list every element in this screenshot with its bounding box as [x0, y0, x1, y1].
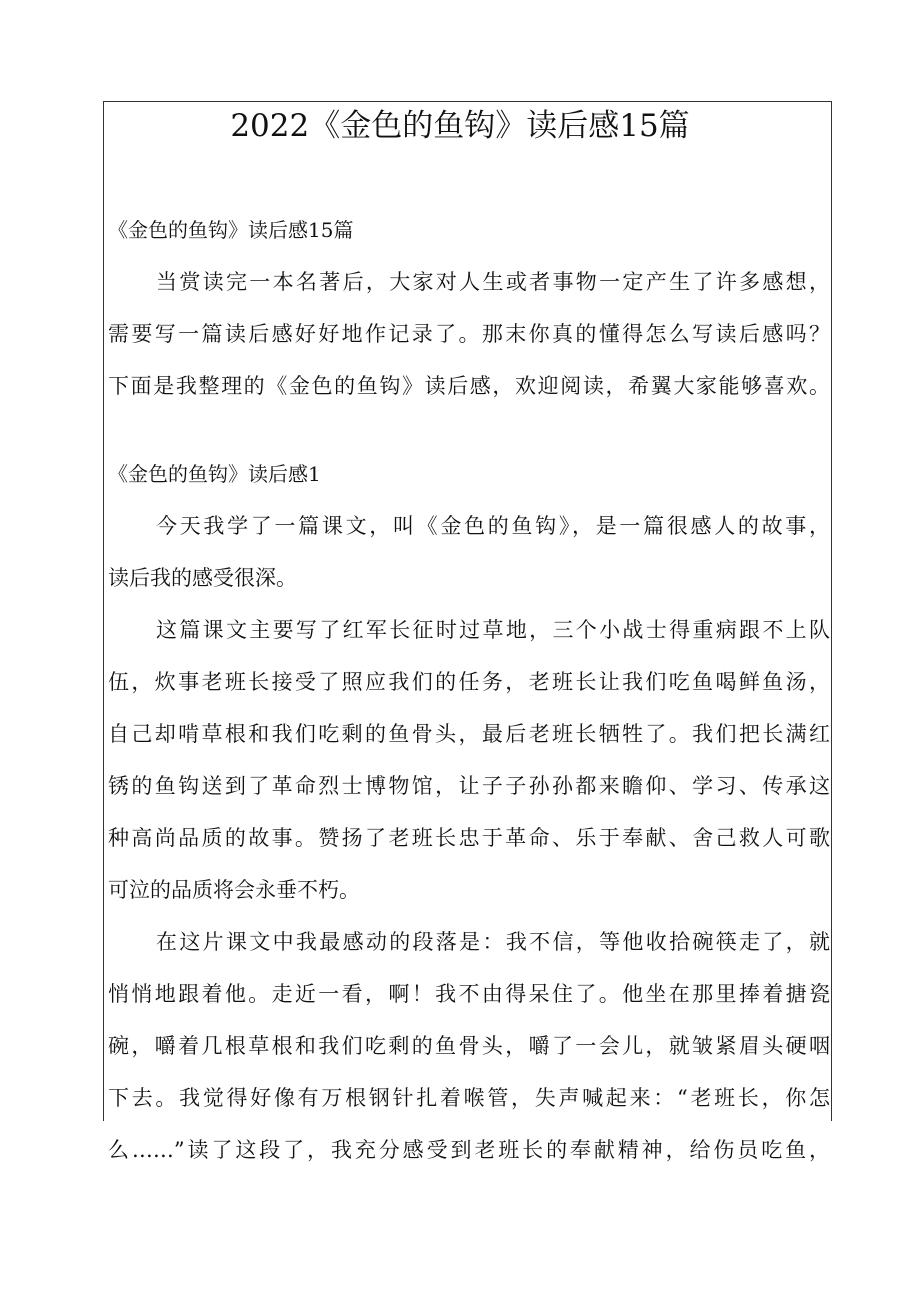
paragraph-line: 这篇课文主要写了红军长征时过草地，三个小战士得重病跟不上队 [156, 618, 830, 642]
paragraph-line: 悄悄地跟着他。走近一看，啊！我不由得呆住了。他坐在那里捧着搪瓷 [108, 982, 830, 1006]
intro-line: 当赏读完一本名著后，大家对人生或者事物一定产生了许多感想， [156, 270, 830, 294]
paragraph-line: 可泣的品质将会永垂不朽。 [108, 878, 360, 902]
paragraph-line: 自己却啃草根和我们吃剩的鱼骨头，最后老班长牺牲了。我们把长满红 [108, 722, 830, 746]
paragraph-line: 伍，炊事老班长接受了照应我们的任务，老班长让我们吃鱼喝鲜鱼汤， [108, 670, 830, 694]
section-gap [108, 412, 830, 448]
collection-heading: 《金色的鱼钩》读后感15篇 [108, 218, 354, 242]
essay-heading: 《金色的鱼钩》读后感1 [108, 462, 321, 486]
paragraph-line: 碗，嚼着几根草根和我们吃剩的鱼骨头，嚼了一会儿，就皱紧眉头硬咽 [108, 1034, 830, 1058]
paragraph-line: 读后我的感受很深。 [108, 566, 297, 590]
paragraph-line: 种高尚品质的故事。赞扬了老班长忠于革命、乐于奉献、舍己救人可歌 [108, 826, 830, 850]
intro-line: 需要写一篇读后感好好地作记录了。那末你真的懂得怎么写读后感吗？ [108, 322, 830, 346]
intro-line: 下面是我整理的《金色的鱼钩》读后感，欢迎阅读，希翼大家能够喜欢。 [108, 374, 830, 398]
paragraph-line: 锈的鱼钩送到了革命烈士博物馆，让子子孙孙都来瞻仰、学习、传承这 [108, 774, 830, 798]
document-body [108, 204, 830, 1176]
paragraph-line: 么……”读了这段了，我充分感受到老班长的奉献精神，给伤员吃鱼， [108, 1138, 830, 1162]
document-title: 2022《金色的鱼钩》读后感15篇 [230, 108, 690, 144]
paragraph-line: 下去。我觉得好像有万根钢针扎着喉管，失声喊起来：“老班长，你怎 [108, 1086, 830, 1110]
paragraph-line: 在这片课文中我最感动的段落是：我不信，等他收拾碗筷走了，就 [156, 930, 830, 954]
paragraph-line: 今天我学了一篇课文，叫《金色的鱼钩》，是一篇很感人的故事， [156, 514, 830, 538]
